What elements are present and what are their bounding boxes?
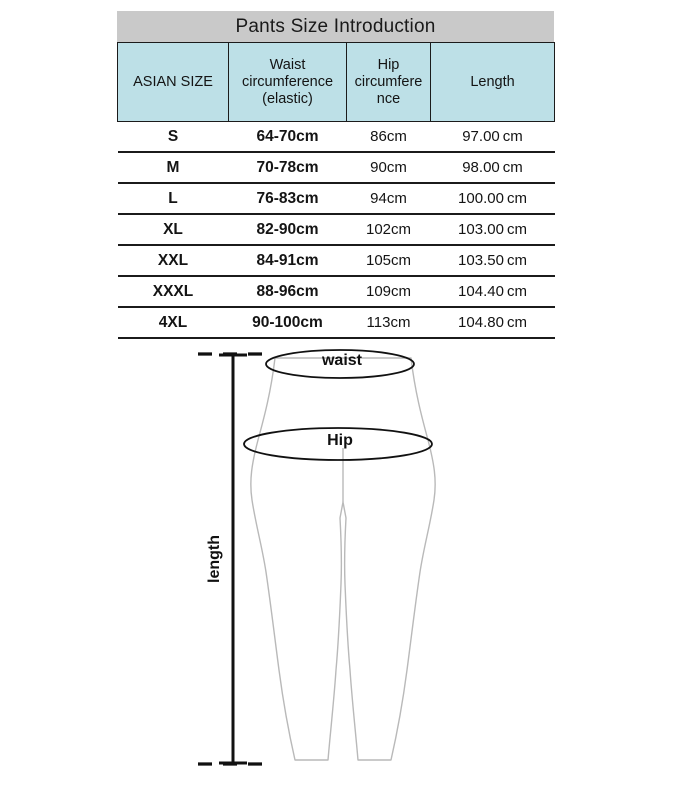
cell-waist-circumference: 76-83cm (229, 183, 347, 214)
table-row (118, 214, 555, 245)
table-header-row (118, 43, 555, 122)
cell-hip-circumference: 86cm (347, 122, 431, 153)
cell-length: 100.00 cm (431, 183, 555, 214)
table-row (118, 307, 555, 338)
cell-asian-size: L (118, 183, 229, 214)
cell-length: 103.00 cm (431, 214, 555, 245)
cell-waist-circumference: 64-70cm (229, 122, 347, 153)
cell-waist-circumference: 88-96cm (229, 276, 347, 307)
cell-length: 104.80 cm (431, 307, 555, 338)
pants-measurement-diagram (0, 340, 674, 800)
waist-label: waist (321, 352, 363, 369)
cell-asian-size: M (118, 152, 229, 183)
size-chart-table-block (117, 11, 554, 339)
column-header-hip-circumference: Hip circumfere nce (347, 43, 431, 122)
table-row (118, 245, 555, 276)
cell-waist-circumference: 90-100cm (229, 307, 347, 338)
table-body (118, 122, 555, 339)
chart-title-bar (117, 11, 554, 42)
column-header-waist-circumference: Waist circumference (elastic) (229, 43, 347, 122)
hip-label: Hip (327, 432, 353, 449)
cell-hip-circumference: 102cm (347, 214, 431, 245)
cell-hip-circumference: 109cm (347, 276, 431, 307)
cell-hip-circumference: 105cm (347, 245, 431, 276)
cell-hip-circumference: 113cm (347, 307, 431, 338)
pants-outline-shape (251, 358, 435, 760)
column-header-length: Length (431, 43, 555, 122)
cell-length: 98.00 cm (431, 152, 555, 183)
table-row (118, 152, 555, 183)
cell-length: 97.00 cm (431, 122, 555, 153)
length-label: length (206, 535, 223, 583)
cell-waist-circumference: 70-78cm (229, 152, 347, 183)
cell-waist-circumference: 82-90cm (229, 214, 347, 245)
size-table (117, 42, 555, 339)
cell-asian-size: 4XL (118, 307, 229, 338)
column-header-asian-size: ASIAN SIZE (118, 43, 229, 122)
table-row (118, 122, 555, 153)
cell-hip-circumference: 90cm (347, 152, 431, 183)
cell-asian-size: XXXL (118, 276, 229, 307)
cell-length: 103.50 cm (431, 245, 555, 276)
cell-asian-size: S (118, 122, 229, 153)
table-row (118, 276, 555, 307)
cell-asian-size: XL (118, 214, 229, 245)
cell-asian-size: XXL (118, 245, 229, 276)
table-row (118, 183, 555, 214)
cell-length: 104.40 cm (431, 276, 555, 307)
cell-waist-circumference: 84-91cm (229, 245, 347, 276)
cell-hip-circumference: 94cm (347, 183, 431, 214)
page-title: Pants Size Introduction (235, 15, 436, 37)
